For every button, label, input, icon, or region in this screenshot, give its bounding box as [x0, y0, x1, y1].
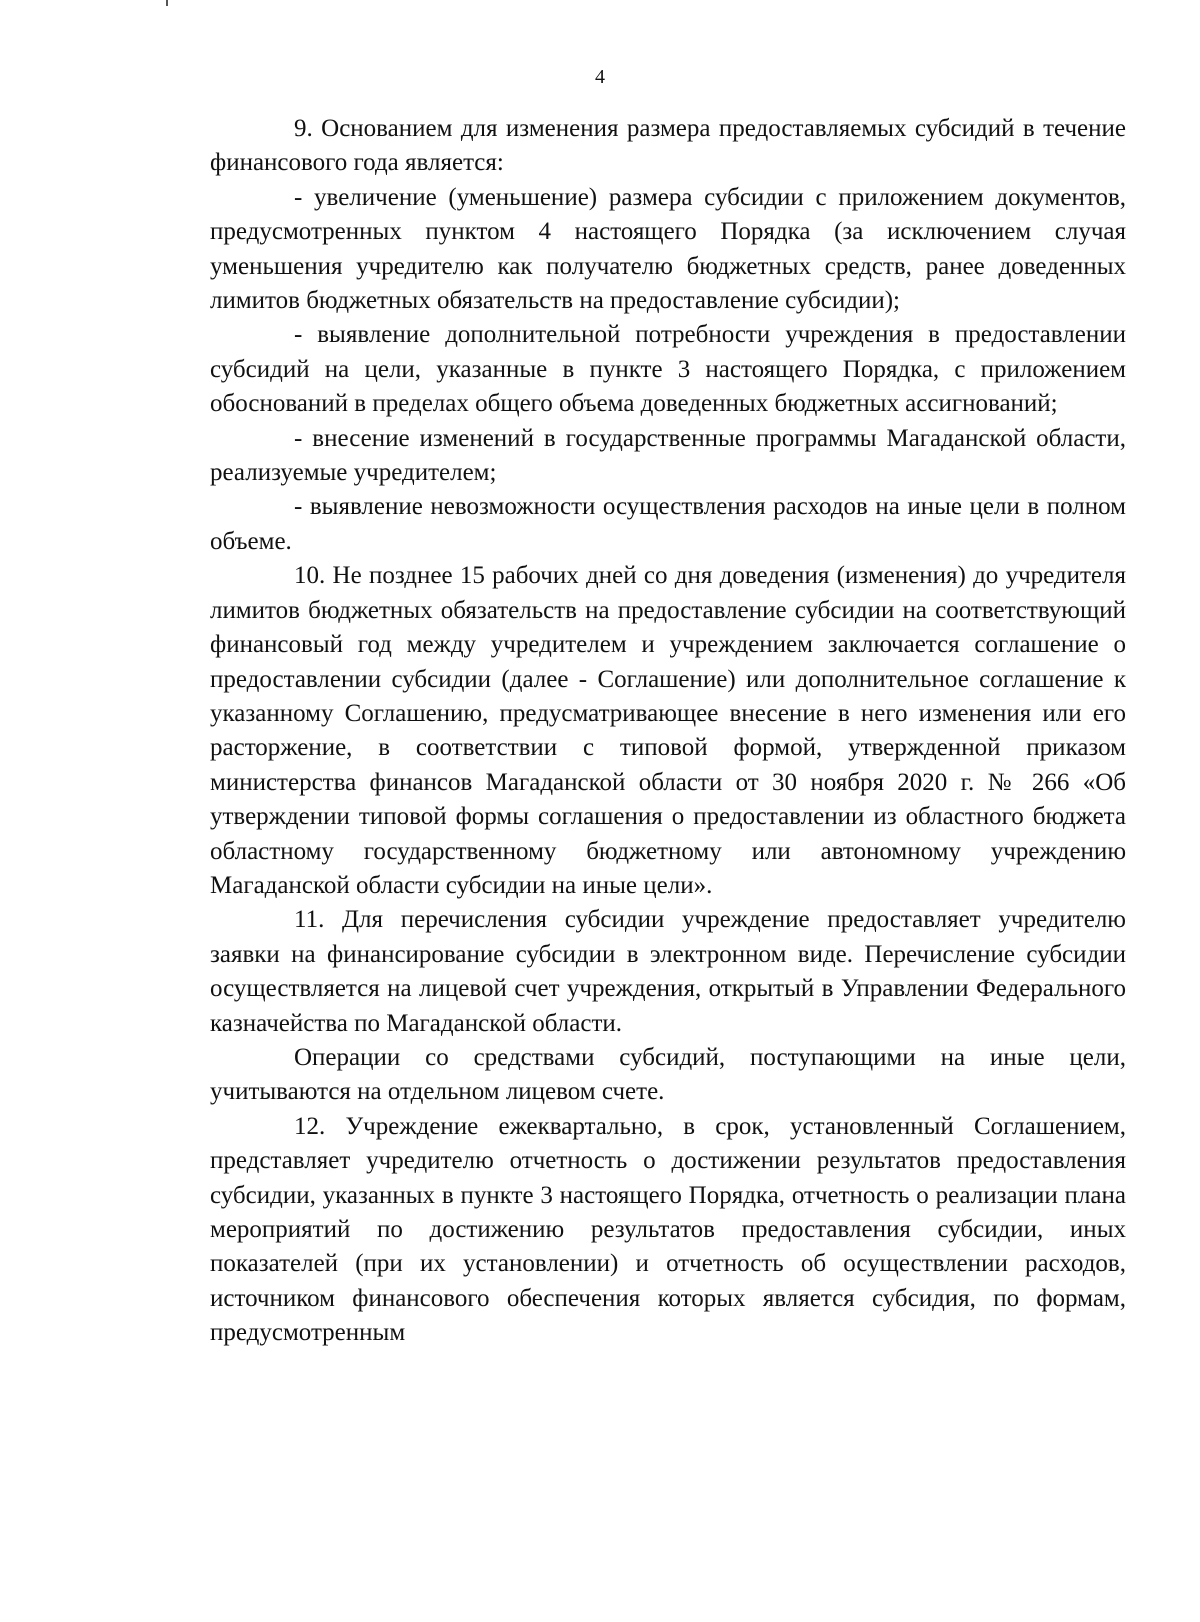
paragraph-9-item-2: - выявление дополнительной потребности учреждения в предоставлении субсидий на цели, указанные в пункте 3 настоящего Порядка, с приложением обоснований в пределах общего объема доведенных бюджетных ассигнований; [210, 321, 1126, 418]
paragraph-9-item-4: - выявление невозможности осуществления расходов на иные цели в полном объеме. [210, 493, 1126, 555]
paragraph-9-item-3: - внесение изменений в государственные программы Магаданской области, реализуемые учредителем; [210, 424, 1126, 487]
scan-mark-top-left [166, 0, 168, 6]
paragraph-12: 12. Учреждение ежеквартально, в срок, установленный Соглашением, представляет учредителю отчетность о достижении результатов предоставления субсидии, указанных в пункте 3 настоящего Порядка, отчетность о реализации плана мероприятий по достижению результатов предоставления субсидии, иных показателей (при их установлении) и отчетность об осуществлении расходов, источником финансового обеспечения которых является субсидия, по формам, предусмотренным [210, 1112, 1126, 1347]
page-number: 4 [595, 66, 605, 88]
paragraph-10: 10. Не позднее 15 рабочих дней со дня доведения (изменения) до учредителя лимитов бюджетных обязательств на предоставление субсидии на соответствующий финансовый год между учредителем и учреждением заключается соглашение о предоставлении субсидии (далее - Соглашение) или дополнительное соглашение к указанному Соглашению, предусматривающее внесение в него изменения или его расторжение, в соответствии с типовой формой, утвержденной приказом министерства финансов Магаданской области от 30 ноября 2020 г. № 266 «Об утверждении типовой формы соглашения о предоставлении из областного бюджета областному государственному бюджетному или автономному учреждению Магаданской области субсидии на иные цели». [210, 562, 1126, 899]
paragraph-11: 11. Для перечисления субсидии учреждение предоставляет учредителю заявки на финансирование субсидии в электронном виде. Перечисление субсидии осуществляется на лицевой счет учреждения, открытый в Управлении Федерального казначейства по Магаданской области. [210, 906, 1126, 1037]
paragraph-11-continued: Операции со средствами субсидий, поступающими на иные цели, учитываются на отдельном лицевом счете. [210, 1043, 1126, 1106]
paragraph-9-item-1: - увеличение (уменьшение) размера субсидии с приложением документов, предусмотренных пунктом 4 настоящего Порядка (за исключением случая уменьшения учредителю как получателю бюджетных средств, ранее доведенных лимитов бюджетных обязательств на предоставление субсидии); [210, 183, 1126, 315]
document-body [210, 112, 1126, 1351]
paragraph-9: 9. Основанием для изменения размера предоставляемых субсидий в течение финансового года является: [210, 115, 1126, 177]
